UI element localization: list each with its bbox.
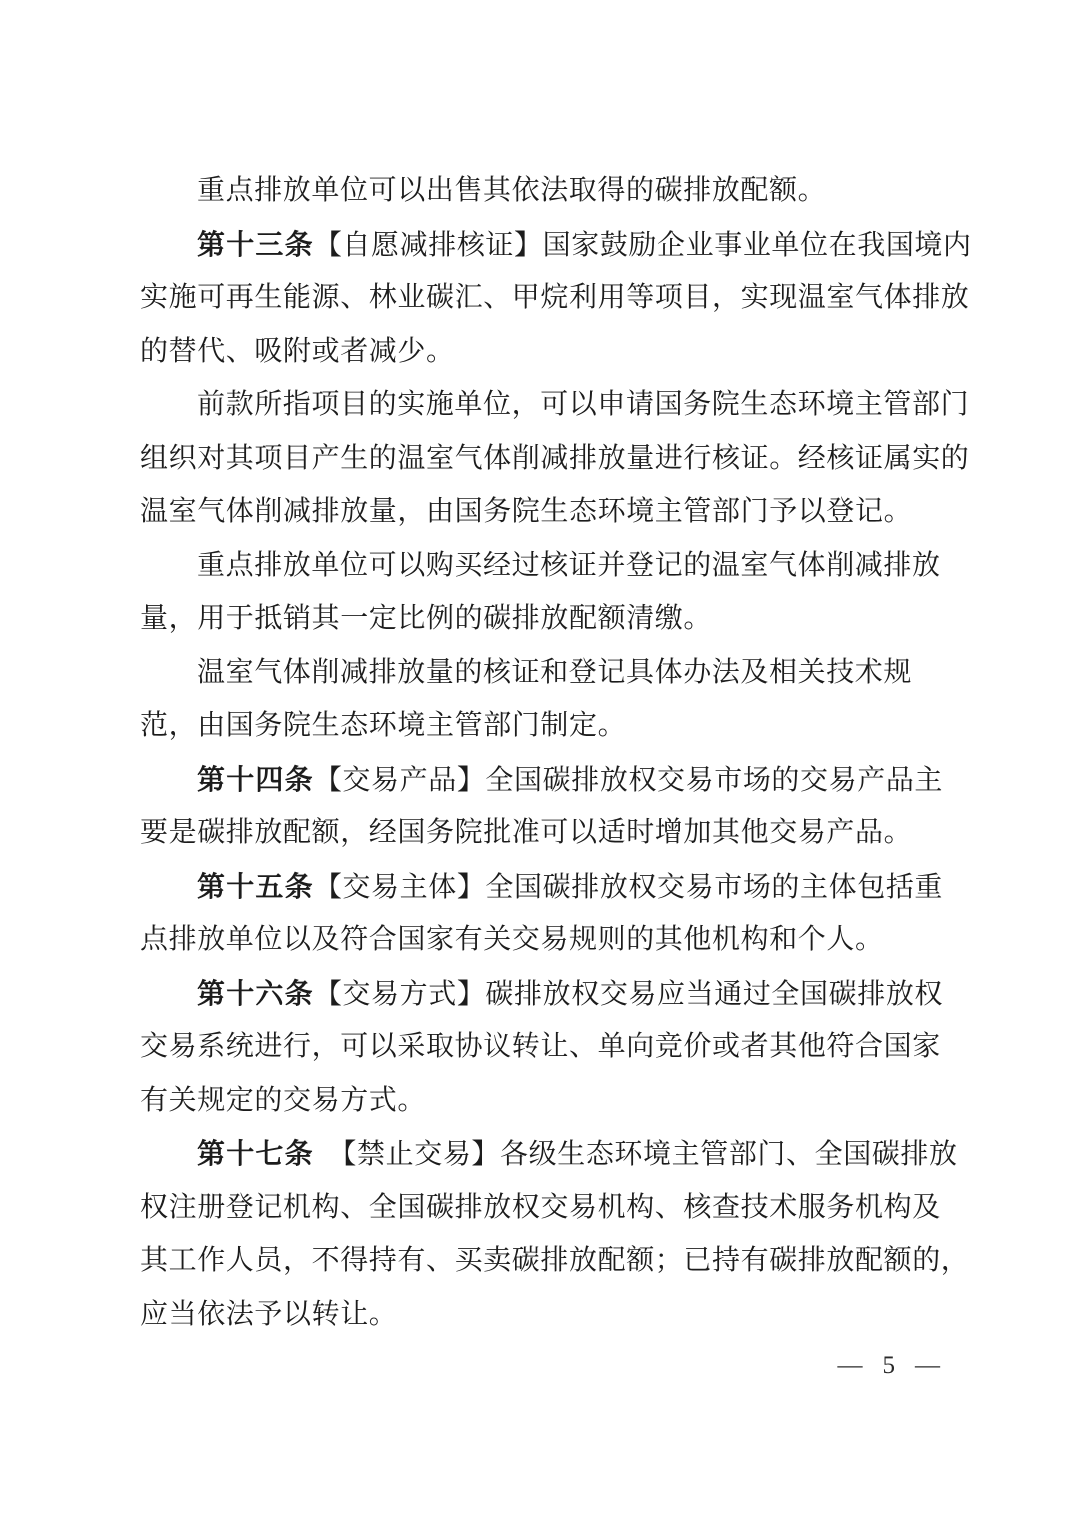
doc-line xyxy=(140,485,952,539)
footer-left-dash: — xyxy=(837,1352,863,1379)
line-text: 实施可再生能源、林业碳汇、甲烷利用等项目，实现温室气体排放 xyxy=(140,282,970,313)
doc-line xyxy=(140,913,952,967)
doc-line xyxy=(140,539,952,593)
doc-line xyxy=(140,592,952,646)
line-text: 【交易主体】全国碳排放权交易市场的主体包括重 xyxy=(313,871,944,903)
line-text: 前款所指项目的实施单位，可以申请国务院生态环境主管部门 xyxy=(197,389,970,420)
page-number-footer xyxy=(838,1352,941,1380)
doc-line xyxy=(140,432,970,486)
doc-line xyxy=(140,1234,970,1288)
line-text: 【自愿减排核证】国家鼓励企业事业单位在我国境内 xyxy=(313,229,972,261)
line-text: 量，用于抵销其一定比例的碳排放配额清缴。 xyxy=(140,603,713,634)
line-text: 要是碳排放配额，经国务院批准可以适时增加其他交易产品。 xyxy=(140,817,913,848)
doc-line xyxy=(140,806,952,860)
line-text: 有关规定的交易方式。 xyxy=(140,1084,427,1116)
document-text-block xyxy=(140,164,972,1341)
line-text: 交易系统进行，可以采取协议转让、单向竞价或者其他符合国家 xyxy=(140,1031,941,1062)
doc-line xyxy=(140,699,952,753)
line-text: 权注册登记机构、全国碳排放权交易机构、核查技术服务机构及 xyxy=(140,1191,941,1223)
footer-right-dash: — xyxy=(915,1352,940,1379)
doc-line xyxy=(140,1020,952,1074)
doc-line xyxy=(140,753,952,807)
doc-line xyxy=(140,1074,952,1128)
doc-line xyxy=(140,1181,952,1235)
doc-line xyxy=(140,646,952,700)
article-number: 第十三条 xyxy=(197,228,314,260)
article-number: 第十六条 xyxy=(197,977,314,1009)
line-text: 应当依法予以转让。 xyxy=(140,1298,398,1330)
doc-line xyxy=(140,378,970,432)
line-text: 温室气体削减排放量，由国务院生态环境主管部门予以登记。 xyxy=(140,496,913,527)
line-text: 重点排放单位可以购买经过核证并登记的温室气体削减排放 xyxy=(197,549,941,581)
article-number: 第十五条 xyxy=(197,870,314,902)
doc-line xyxy=(140,218,972,272)
line-text: 【交易方式】碳排放权交易应当通过全国碳排放权 xyxy=(313,978,944,1010)
line-text: 【交易产品】全国碳排放权交易市场的交易产品主 xyxy=(313,764,944,796)
line-text: 范，由国务院生态环境主管部门制定。 xyxy=(140,710,627,741)
line-text: 【禁止交易】各级生态环境主管部门、全国碳排放 xyxy=(313,1139,958,1170)
doc-line xyxy=(140,1127,958,1181)
doc-line xyxy=(140,1288,952,1342)
doc-line xyxy=(140,164,952,218)
line-text: 点排放单位以及符合国家有关交易规则的其他机构和个人。 xyxy=(140,924,884,955)
line-text: 温室气体削减排放量的核证和登记具体办法及相关技术规 xyxy=(197,656,913,688)
line-text: 的替代、吸附或者减少。 xyxy=(140,335,455,367)
page-number: 5 xyxy=(882,1352,895,1379)
doc-line xyxy=(140,860,952,914)
article-number: 第十四条 xyxy=(197,763,314,795)
doc-line xyxy=(140,325,952,379)
article-number: 第十七条 xyxy=(197,1138,314,1169)
line-text: 重点排放单位可以出售其依法取得的碳排放配额。 xyxy=(197,175,827,206)
line-text: 组织对其项目产生的温室气体削减排放量进行核证。经核证属实的 xyxy=(140,442,970,474)
line-text: 其工作人员，不得持有、买卖碳排放配额；已持有碳排放配额的， xyxy=(140,1245,970,1276)
doc-line xyxy=(140,967,952,1021)
doc-line xyxy=(140,271,970,325)
